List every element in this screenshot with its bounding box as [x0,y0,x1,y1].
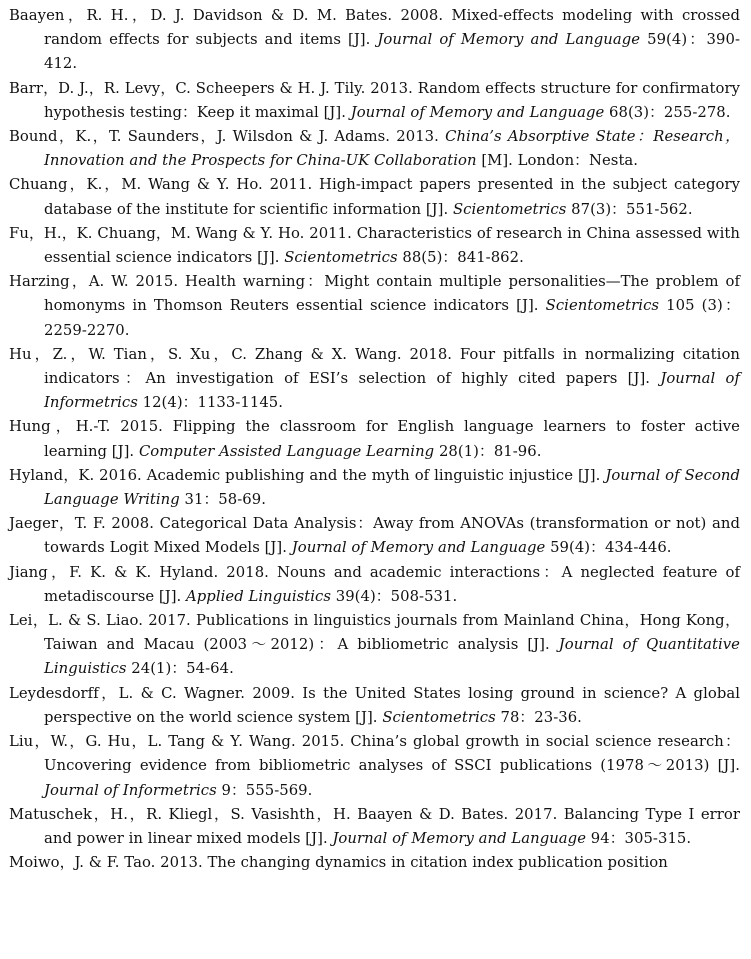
reference-text: Hu，Z.，W. Tian，S. Xu，C. Zhang & X. Wang. 2018. Four pitfalls in normalizing citation indicators：An investigation of ESI’s selection of highly cited papers [J]. [9,345,740,388]
reference-entry [9,415,740,463]
reference-details: [M]. London：Nesta. [476,152,639,170]
reference-text: Liu，W.，G. Hu，L. Tang & Y. Wang. 2015. China’s global growth in social science research：Uncovering evidence from bibliometric analyses of SSCI publications (1978～2013) [J]. [9,733,740,775]
reference-entry [9,609,740,682]
reference-text: Fu，H.，K. Chuang，M. Wang & Y. Ho. 2011. Characteristics of research in China assessed with essential science indicators [J]. [9,224,740,267]
reference-details: 28(1)：81-96. [434,442,542,460]
reference-entry [9,77,740,125]
reference-text: Matuschek，H.，R. Kliegl，S. Vasishth，H. Baayen & D. Bates. 2017. Balancing Type I error and power in linear mixed models [J]. [9,805,740,847]
reference-text: Bound，K.，T. Saunders，J. Wilsdon & J. Adams. 2013. [9,128,446,146]
journal-title: Journal of Informetrics [44,370,740,412]
journal-title: Scientometrics [545,297,660,315]
reference-details: 94：305-315. [586,829,692,847]
reference-details: 39(4)：508-531. [331,587,458,605]
journal-title: Scientometrics [452,200,567,218]
reference-details: 31：58-69. [179,491,266,509]
journal-title: Journal of Quantitative Linguistics [44,636,740,678]
reference-entry [9,803,740,851]
reference-details: 9：555-569. [216,781,313,799]
journal-title: Journal of Memory and Language [350,103,605,121]
journal-title: Scientometrics [382,708,496,726]
reference-text: Hung，H.-T. 2015. Flipping the classroom for English language learners to foster active learning [J]. [9,418,740,460]
reference-entry [9,464,740,512]
reference-text: Lei，L. & S. Liao. 2017. Publications in linguistics journals from Mainland China，Hong Kong，Taiwan and Macau (2003～2012)：A bibliometric analysis [J]. [9,612,740,654]
journal-title: Computer Assisted Language Learning [138,442,435,460]
reference-text: Leydesdorff，L. & C. Wagner. 2009. Is the United States losing ground in science? A global perspective on the world science system [J]. [9,684,740,726]
reference-text: Harzing，A. W. 2015. Health warning：Might contain multiple personalities—The problem of homonyms in Thomson Reuters essential science indicators [J]. [9,273,740,315]
reference-entry [9,173,740,221]
reference-entry [9,730,740,803]
reference-text: Hyland，K. 2016. Academic publishing and the myth of linguistic injustice [J]. [9,466,606,484]
reference-entry [9,4,740,77]
reference-text: Barr，D. J.，R. Levy，C. Scheepers & H. J. Tily. 2013. Random effects structure for confirmatory hypothesis testing：Keep it maximal [J]. [9,79,740,121]
reference-details: 12(4)：1133-1145. [137,394,284,412]
journal-title: Journal of Memory and Language [291,539,546,557]
reference-text: Jaeger，T. F. 2008. Categorical Data Analysis：Away from ANOVAs (transformation or not) and towards Logit Mixed Models [J]. [9,515,740,557]
reference-details: 87(3)：551-562. [566,200,693,218]
reference-entry [9,851,740,875]
reference-entry [9,561,740,609]
reference-text: Jiang，F. K. & K. Hyland. 2018. Nouns and academic interactions：A neglected feature of metadiscourse [J]. [9,563,740,605]
reference-details: 78：23-36. [495,708,582,726]
reference-details: 59(4)：390-412. [44,31,740,73]
reference-details: 105 (3)：2259-2270. [44,297,741,339]
reference-text: Baayen，R. H.，D. J. Davidson & D. M. Bates. 2008. Mixed-effects modeling with crossed random effects for subjects and items [J]. [9,7,740,49]
journal-title: Journal of Informetrics [44,781,217,799]
reference-entry [9,125,740,173]
reference-entry [9,512,740,560]
reference-text: Moiwo，J. & F. Tao. 2013. The changing dynamics in citation index publication position [9,854,668,872]
journal-title: Journal of Second Language Writing [44,466,741,509]
journal-title: Journal of Memory and Language [332,829,587,847]
reference-text: Chuang，K.，M. Wang & Y. Ho. 2011. High-impact papers presented in the subject category database of the institute for scientific information [J]. [9,176,740,218]
reference-entry [9,222,740,270]
reference-details: 88(5)：841-862. [397,249,524,267]
journal-title: Journal of Memory and Language [377,31,641,49]
reference-entry [9,343,740,416]
reference-entry [9,270,740,343]
reference-details: 59(4)：434-446. [545,539,672,557]
reference-details: 68(3)：255-278. [604,103,731,121]
reference-entry [9,682,740,730]
journal-title: Scientometrics [284,249,398,267]
book-title: China’s Absorptive State：Research，Innovation and the Prospects for China-UK Collaboration [44,128,740,170]
reference-details: 24(1)：54-64. [126,660,234,678]
journal-title: Applied Linguistics [186,587,331,605]
